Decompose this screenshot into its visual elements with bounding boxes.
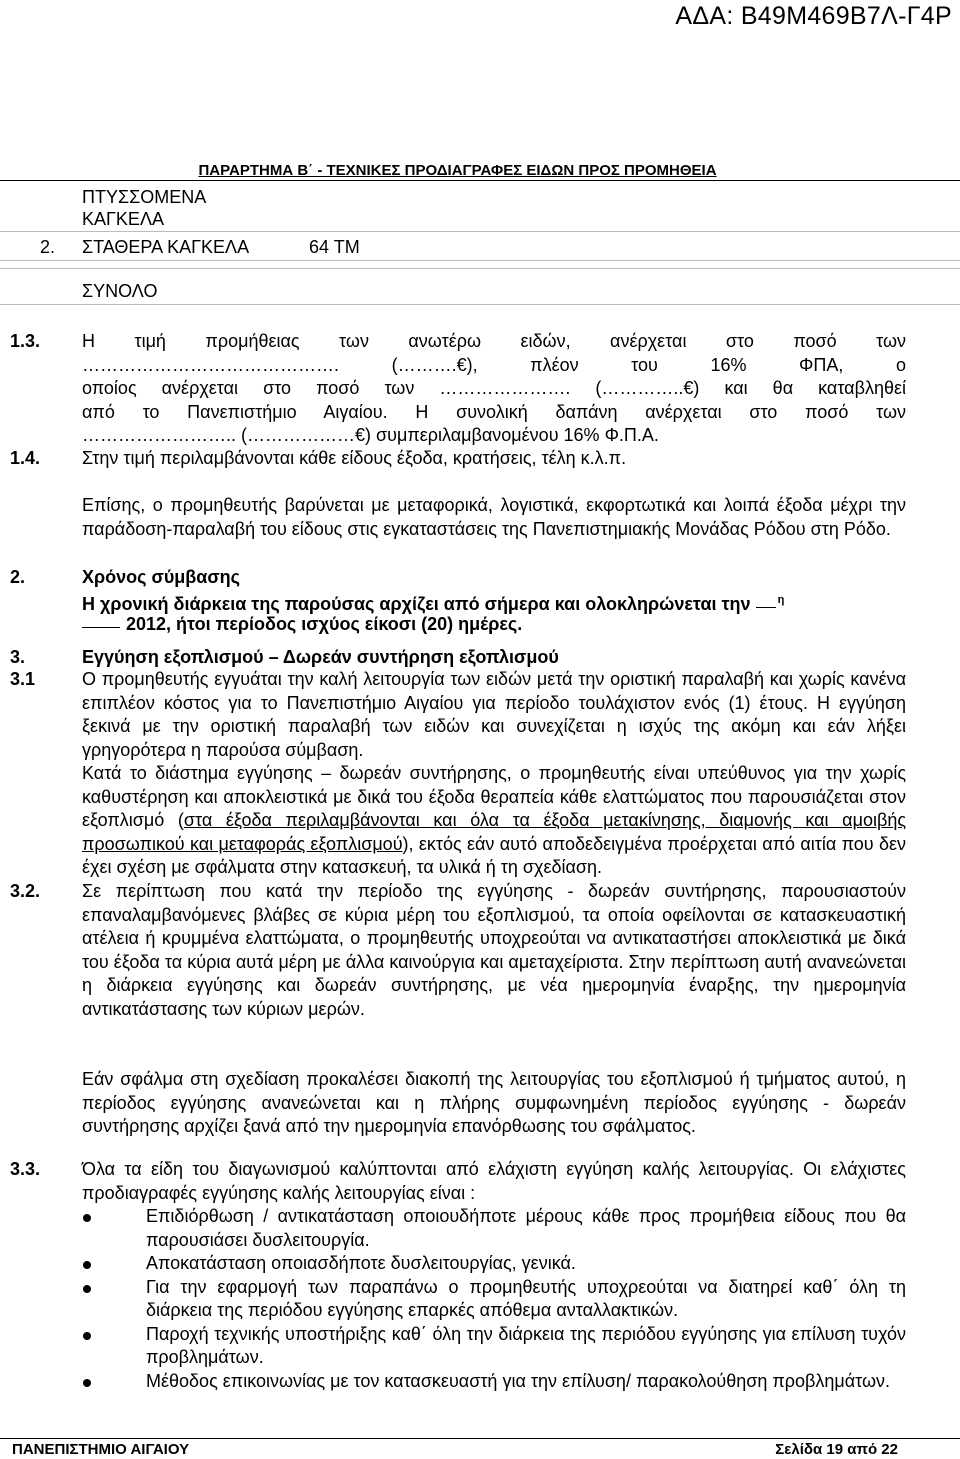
footer-rule bbox=[0, 1438, 960, 1439]
table-row-2-item: ΣΤΑΘΕΡΑ ΚΑΓΚΕΛΑ bbox=[82, 237, 250, 257]
list-item bbox=[146, 1276, 906, 1323]
footer-page-number: Σελίδα 19 από 22 bbox=[775, 1441, 898, 1458]
section-3-1-paragraph-1: Ο προμηθευτής εγγυάται την καλή λειτουργία των ειδών μετά την οριστική παραλαβή και χωρίς κανένα επιπλέον κόστος για το Πανεπιστήμιο Αιγαίου για περίοδο τουλάχιστον ενός (1) έτους. Η εγγύηση ξεκινά με την οριστική παραλαβή των ειδών και συνεχίζεται η ισχύς της ακόμη και εάν λήξει γρηγορότερα η παρούσα σύμβαση. bbox=[82, 669, 906, 760]
section-number: 3.1 bbox=[10, 669, 36, 689]
list-item bbox=[146, 1252, 906, 1276]
bullet-icon bbox=[83, 1379, 91, 1387]
section-2-line2-text: 2012, ήτοι περίοδος ισχύος είκοσι (20) ημέρες. bbox=[126, 614, 523, 634]
section-3-title: Εγγύηση εξοπλισμού – Δωρεάν συντήρηση εξοπλισμού bbox=[82, 647, 559, 667]
section-1-3-line: …………………….. (………………€) συμπεριλαμβανομένου 16% Φ.Π.Α. bbox=[82, 425, 659, 445]
section-2-line1-text: Η χρονική διάρκεια της παρούσας αρχίζει από σήμερα και ολοκληρώνεται την bbox=[82, 594, 751, 614]
table-total-label: ΣΥΝΟΛΟ bbox=[82, 281, 158, 301]
section-number: 1.3. bbox=[10, 331, 41, 351]
footer-university: ΠΑΝΕΠΙΣΤΗΜΙΟ ΑΙΓΑΙΟΥ bbox=[12, 1441, 190, 1458]
section-1-4-paragraph: Επίσης, ο προμηθευτής βαρύνεται με μεταφορικά, λογιστικά, εκφορτωτικά και λοιπά έξοδα μέχρι την παράδοση-παραλαβή του είδους στις εγκαταστάσεις της Πανεπιστημιακής Μονάδας Ρόδου στη Ρόδο. bbox=[82, 495, 906, 539]
table-row-2-num: 2. bbox=[40, 237, 56, 257]
list-item-text: Για την εφαρμογή των παραπάνω ο προμηθευτής υποχρεούται να διατηρεί καθ΄ όλη τη διάρκεια της περιόδου εγγύησης επαρκές απόθεμα ανταλλακτικών. bbox=[146, 1276, 906, 1320]
table-divider bbox=[0, 268, 960, 269]
section-number: 3. bbox=[10, 647, 26, 667]
date-blank bbox=[82, 627, 120, 628]
section-number: 3.3. bbox=[10, 1159, 41, 1179]
list-item-text: Αποκατάσταση οποιασδήποτε δυσλειτουργίας, γενικά. bbox=[146, 1253, 576, 1273]
section-3-2-paragraph-2: Εάν σφάλμα στη σχεδίαση προκαλέσει διακοπή της λειτουργίας του εξοπλισμού ή τμήματος αυτού, η περίοδος εγγύησης ανανεώνεται και η πλήρης συμφωνημένη περίοδος εγγύησης - δωρεάν συντήρησης αρχίζει ξανά από την ημερομηνία επανόρθωσης του σφάλματος. bbox=[82, 1069, 906, 1136]
section-number: 2. bbox=[10, 567, 26, 587]
ordinal-sup: η bbox=[777, 594, 785, 606]
table-divider bbox=[0, 260, 960, 261]
list-item bbox=[146, 1205, 906, 1252]
section-1-3-text bbox=[82, 330, 906, 448]
section-3-1-text: Κατά το διάστημα εγγύησης – δωρεάν συντήρησης, ο προμηθευτής είναι υπεύθυνος για την χωρίς καθυστέρηση και αποκλειστικά με δικά του έξοδα θεραπεία κάθε ελαττώματος που παρουσιάζεται στον εξοπλισμό ( bbox=[82, 763, 906, 830]
table-row-1-item-line1: ΠΤΥΣΣΟΜΕΝΑ bbox=[82, 187, 207, 207]
header-rule bbox=[0, 180, 960, 181]
section-1-3-line: οποίος ανέρχεται στο ποσό των …………………. (…………..€) και θα καταβληθεί bbox=[82, 378, 906, 398]
table-row-1-item-line2: ΚΑΓΚΕΛΑ bbox=[82, 209, 164, 229]
section-number: 3.2. bbox=[10, 881, 41, 901]
section-3-1-text: ), εκτός εάν αυτό αποδεδειγμένα προέρχεται από αιτία που δεν έχει σχέση με σφάλματα στην κατασκευή, τα υλικά ή τη σχεδίαση. bbox=[82, 833, 906, 877]
list-item bbox=[146, 1370, 906, 1394]
section-2-title: Χρόνος σύμβασης bbox=[82, 567, 241, 587]
section-3-2-paragraph-1: Σε περίπτωση που κατά την περίοδο της εγγύησης - δωρεάν συντήρησης, παρουσιαστούν επαναλαμβανόμενες βλάβες σε κύρια μέρη του εξοπλισμού, τα οποία οφείλονται σε κατασκευαστική ατέλεια ή κρυμμένα ελαττώματα, ο προμηθευτής υποχρεούται να αντικαταστήσει αποκλειστικά με δικά του έξοδα τα κύρια αυτά μέρη με άλλα καινούργια και αμεταχείριστα. Στην περίπτωση αυτή ανανεώνεται η διάρκεια εγγύησης και δωρεάν συντήρησης, με νέα ημερομηνία έναρξης, την ημερομηνία αντικατάστασης των κύριων μερών. bbox=[82, 881, 906, 1019]
bullet-icon bbox=[83, 1332, 91, 1340]
section-3-3-intro: Όλα τα είδη του διαγωνισμού καλύπτονται από ελάχιστη εγγύηση καλής λειτουργίας. Οι ελάχιστες προδιαγραφές εγγύησης καλής λειτουργίας είναι : bbox=[82, 1159, 906, 1203]
list-item-text: Μέθοδος επικοινωνίας με τον κατασκευαστή για την επίλυση/ παρακολούθηση προβλημάτων. bbox=[146, 1370, 891, 1391]
section-1-3-line: ……………………………………. (……….€), πλέον του 16% ΦΠΑ, ο bbox=[82, 354, 906, 375]
table-divider bbox=[0, 231, 960, 232]
section-3-1-underlined-text: στα έξοδα περιλαμβάνονται και όλα τα έξοδα μετακίνησης, διαμονής και αμοιβής προσωπικού και μεταφοράς εξοπλισμού bbox=[82, 810, 907, 854]
page-header-title: ΠΑΡΑΡΤΗΜΑ Β΄ - ΤΕΧΝΙΚΕΣ ΠΡΟΔΙΑΓΡΑΦΕΣ ΕΙΔΩΝ ΠΡΟΣ ΠΡΟΜΗΘΕΙΑ bbox=[198, 162, 717, 179]
section-number: 1.4. bbox=[10, 448, 41, 468]
section-2-line2 bbox=[82, 613, 906, 637]
date-blank bbox=[756, 607, 776, 608]
bullet-icon bbox=[83, 1214, 91, 1222]
list-item-text: Παροχή τεχνικής υποστήριξης καθ΄ όλη την διάρκεια της περιόδου εγγύησης για επίλυση τυχόν προβλημάτων. bbox=[146, 1323, 906, 1367]
section-3-1-paragraph-2 bbox=[82, 762, 906, 880]
guarantee-requirements-list bbox=[146, 1205, 906, 1393]
list-item-text: Επιδιόρθωση / αντικατάσταση οποιουδήποτε μέρους κάθε προς προμήθεια είδους που θα παρουσιάσει δυσλειτουργία. bbox=[146, 1206, 906, 1250]
section-1-3-line: Η τιμή προμήθειας των ανωτέρω ειδών, ανέρχεται στο ποσό των bbox=[82, 331, 906, 351]
section-1-3-line: από το Πανεπιστήμιο Αιγαίου. Η συνολική δαπάνη ανέρχεται στο ποσό των bbox=[82, 401, 906, 422]
bullet-icon bbox=[83, 1261, 91, 1269]
section-1-4-text: Στην τιμή περιλαμβάνονται κάθε είδους έξοδα, κρατήσεις, τέλη κ.λ.π. bbox=[82, 448, 627, 468]
list-item bbox=[146, 1323, 906, 1370]
ada-code: ΑΔΑ: Β49Μ469Β7Λ-Γ4Ρ bbox=[675, 2, 952, 30]
table-divider bbox=[0, 304, 960, 305]
bullet-icon bbox=[83, 1285, 91, 1293]
table-row-2-qty: 64 ΤΜ bbox=[309, 237, 360, 257]
